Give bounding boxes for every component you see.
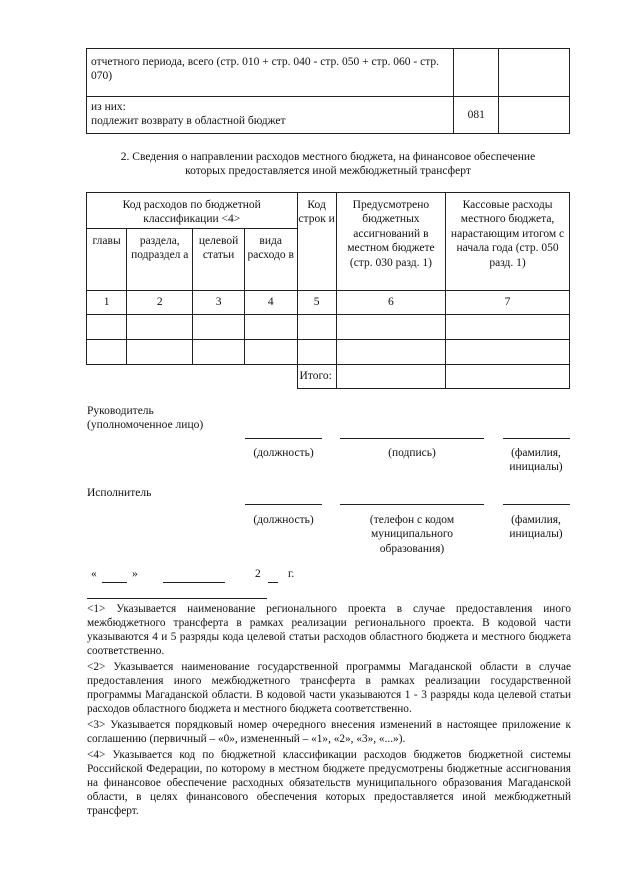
head-name-caption: (фамилия, инициалы): [509, 447, 563, 474]
exec-position-line: [245, 504, 322, 505]
top-row1-text: отчетного периода, всего (стр. 010 + стр. 040 - стр. 050 + стр. 060 - стр. 070): [87, 49, 454, 97]
total-planned-cell: [336, 365, 445, 389]
top-table: [86, 48, 570, 134]
footnotes: [87, 602, 571, 820]
section2-title: 2. Сведения о направлении расходов местного бюджета, на финансовое обеспечение которых предоставляется иной межбюджетный трансферт: [120, 151, 536, 178]
date-year-suffix: г.: [288, 568, 295, 580]
head-name-line: [503, 438, 570, 439]
col-number-4: 4: [244, 291, 297, 315]
col-number-5: 5: [297, 291, 336, 315]
header-target-item: целевой статьи: [193, 229, 245, 291]
top-row1-value-cell: [499, 49, 570, 97]
total-cash-cell: [446, 365, 570, 389]
head-signature-caption: (подпись): [388, 447, 436, 459]
header-chapter: главы: [87, 229, 127, 291]
footnote-2: <2> Указывается наименование государственной программы Магаданской области в случае предоставления иного межбюджетного трансферта в рамках реализации государственной программы Магаданской области. В кодовой части указываются 1 - 3 разряды кода целевой статьи расходов областного бюджета и местного бюджета соответственно.: [87, 661, 571, 715]
date-close-quote: »: [132, 568, 138, 580]
exec-name-line: [503, 504, 570, 505]
header-cash-expenses: Кассовые расходы местного бюджета, нарастающим итогом с начала года (стр. 050 разд. 1): [446, 193, 570, 291]
col-number-6: 6: [336, 291, 445, 315]
top-row2-value-cell: [499, 97, 570, 134]
table-row: [87, 315, 570, 340]
head-label: Руководитель (уполномоченное лицо): [87, 405, 204, 432]
date-day-line: [102, 582, 127, 583]
col-number-2: 2: [127, 291, 193, 315]
col-number-3: 3: [193, 291, 245, 315]
header-planned: Предусмотрено бюджетных ассигнований в местном бюджете (стр. 030 разд. 1): [336, 193, 445, 291]
exec-name-caption: (фамилия, инициалы): [509, 514, 563, 541]
top-row2-text: из них: подлежит возврату в областной бюджет: [87, 97, 454, 134]
header-section: раздела, подраздел а: [127, 229, 193, 291]
exec-phone-caption: (телефон с кодом муниципального образования): [369, 514, 455, 555]
top-row2-code: 081: [454, 97, 499, 134]
date-year-prefix: 2: [255, 568, 261, 580]
footnote-3: <3> Указывается порядковый номер очередного внесения изменений в настоящее приложение к соглашению (первичный – «0», измененный – «1», «2», «3», «...»).: [87, 719, 571, 745]
date-open-quote: «: [91, 568, 97, 580]
exec-phone-line: [340, 504, 484, 505]
head-position-caption: (должность): [253, 447, 314, 459]
column-number-row: [87, 291, 570, 315]
header-expense-type: вида расходо в: [244, 229, 297, 291]
header-line-code: Код строк и: [297, 193, 336, 291]
footnote-1: <1> Указывается наименование регионального проекта в случае предоставления иного межбюджетного трансферта в рамках реализации регионального проекта. В кодовой части указываются 4 и 5 разряды кода целевой статьи расходов областного бюджета и местного бюджета соответственно.: [87, 603, 571, 657]
col-number-1: 1: [87, 291, 127, 315]
exec-position-caption: (должность): [253, 514, 314, 526]
total-row: [87, 365, 570, 389]
date-month-line: [163, 582, 225, 583]
table-row: [87, 340, 570, 365]
budget-code-group-header: Код расходов по бюджетной классификации <4>: [87, 193, 298, 229]
top-row1-code-cell: [454, 49, 499, 97]
main-table: [86, 192, 570, 389]
col-number-7: 7: [446, 291, 570, 315]
footnote-divider: [87, 598, 267, 599]
date-year-line: [268, 582, 278, 583]
executor-label: Исполнитель: [87, 487, 152, 499]
head-position-line: [245, 438, 322, 439]
total-label: Итого:: [297, 365, 336, 389]
footnote-4: <4> Указывается код по бюджетной классификации расходов бюджетов бюджетной системы Российской Федерации, по которому в местном бюджете предусмотрены бюджетные ассигнования на финансовое обеспечение расходных обязательств муниципального образования Магаданской области, в целях финансового обеспечения которых предоставляется иной межбюджетный трансферт.: [87, 749, 571, 817]
head-signature-line: [340, 438, 484, 439]
